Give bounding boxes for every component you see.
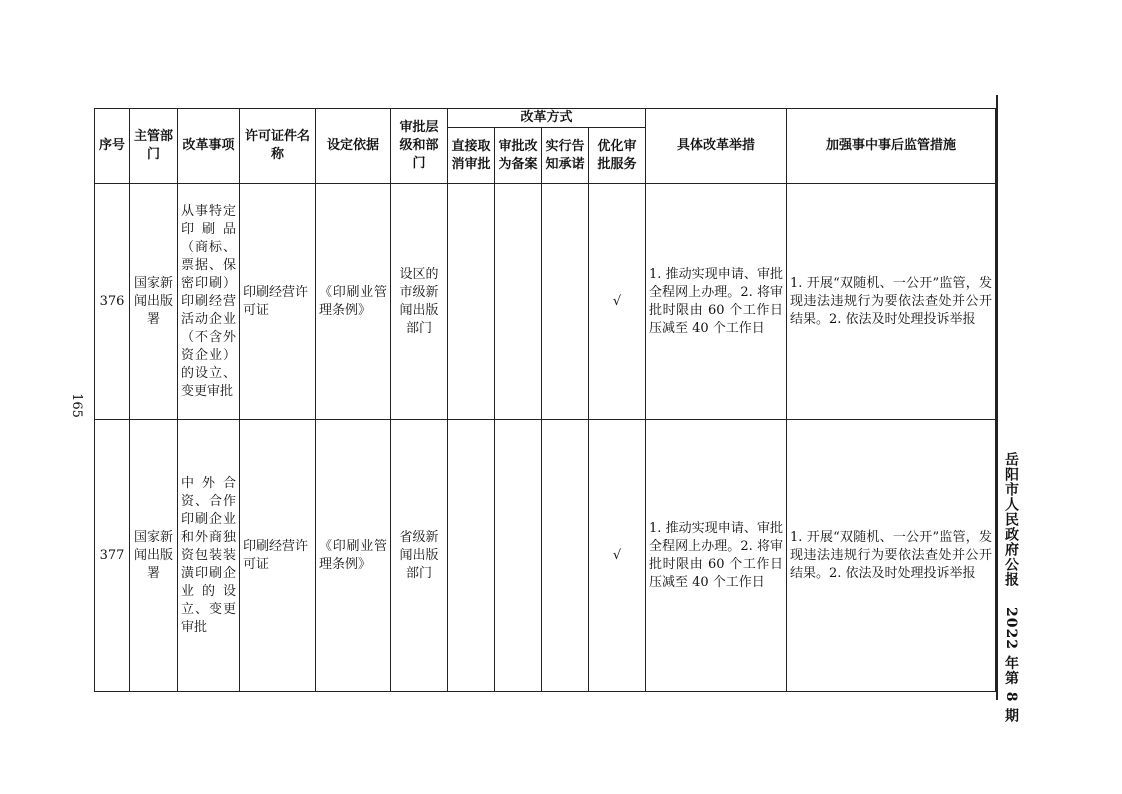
header-method-notify: 实行告知承诺 bbox=[542, 128, 589, 184]
cell-method-notify bbox=[542, 184, 589, 420]
cell-item: 中外合资、合作印刷企业和外商独资包装装潢印刷企业的设立、变更审批 bbox=[178, 420, 240, 692]
header-method-filing: 审批改为备案 bbox=[495, 128, 542, 184]
cell-dept: 国家新闻出版署 bbox=[130, 184, 178, 420]
cell-measures: 1. 推动实现申请、审批全程网上办理。2. 将审批时限由 60 个工作日压减至 40 个工作日 bbox=[646, 184, 787, 420]
cell-basis: 《印刷业管理条例》 bbox=[316, 184, 391, 420]
cell-item: 从事特定印刷品（商标、票据、保密印刷）印刷经营活动企业（不含外资企业）的设立、变更审批 bbox=[178, 184, 240, 420]
cell-method-notify bbox=[542, 420, 589, 692]
header-method-cancel: 直接取消审批 bbox=[448, 128, 495, 184]
header-supervision: 加强事中事后监管措施 bbox=[787, 109, 996, 184]
header-measures: 具体改革举措 bbox=[646, 109, 787, 184]
header-row-1 bbox=[95, 109, 996, 128]
header-license: 许可证件名称 bbox=[240, 109, 316, 184]
table-row bbox=[95, 184, 996, 420]
cell-license: 印刷经营许可证 bbox=[240, 420, 316, 692]
publication-name: 岳阳市人民政府公报 bbox=[1003, 452, 1019, 587]
cell-level: 设区的市级新闻出版部门 bbox=[391, 184, 448, 420]
cell-method-optimize: √ bbox=[589, 420, 646, 692]
table-row bbox=[95, 420, 996, 692]
cell-method-filing bbox=[495, 184, 542, 420]
header-dept: 主管部门 bbox=[130, 109, 178, 184]
margin-rule bbox=[996, 95, 998, 700]
cell-dept: 国家新闻出版署 bbox=[130, 420, 178, 692]
cell-method-optimize: √ bbox=[589, 184, 646, 420]
page-number: 165 bbox=[68, 393, 84, 418]
cell-supervision: 1. 开展“双随机、一公开”监管，发现违法违规行为要依法查处并公开结果。2. 依法及时处理投诉举报 bbox=[787, 184, 996, 420]
cell-supervision: 1. 开展“双随机、一公开”监管，发现违法违规行为要依法查处并公开结果。2. 依法及时处理投诉举报 bbox=[787, 420, 996, 692]
header-basis: 设定依据 bbox=[316, 109, 391, 184]
cell-seq: 376 bbox=[95, 184, 130, 420]
reform-table bbox=[94, 108, 996, 692]
header-level: 审批层级和部门 bbox=[391, 109, 448, 184]
cell-method-filing bbox=[495, 420, 542, 692]
cell-seq: 377 bbox=[95, 420, 130, 692]
cell-method-cancel bbox=[448, 420, 495, 692]
cell-measures: 1. 推动实现申请、审批全程网上办理。2. 将审批时限由 60 个工作日压减至 40 个工作日 bbox=[646, 420, 787, 692]
cell-basis: 《印刷业管理条例》 bbox=[316, 420, 391, 692]
header-method-optimize: 优化审批服务 bbox=[589, 128, 646, 184]
cell-level: 省级新闻出版部门 bbox=[391, 420, 448, 692]
header-methods-group: 改革方式 bbox=[448, 109, 646, 128]
cell-method-cancel bbox=[448, 184, 495, 420]
running-header bbox=[1001, 452, 1021, 723]
header-item: 改革事项 bbox=[178, 109, 240, 184]
header-seq: 序号 bbox=[95, 109, 130, 184]
cell-license: 印刷经营许可证 bbox=[240, 184, 316, 420]
issue-number: 2022 年第 8 期 bbox=[1003, 607, 1019, 724]
